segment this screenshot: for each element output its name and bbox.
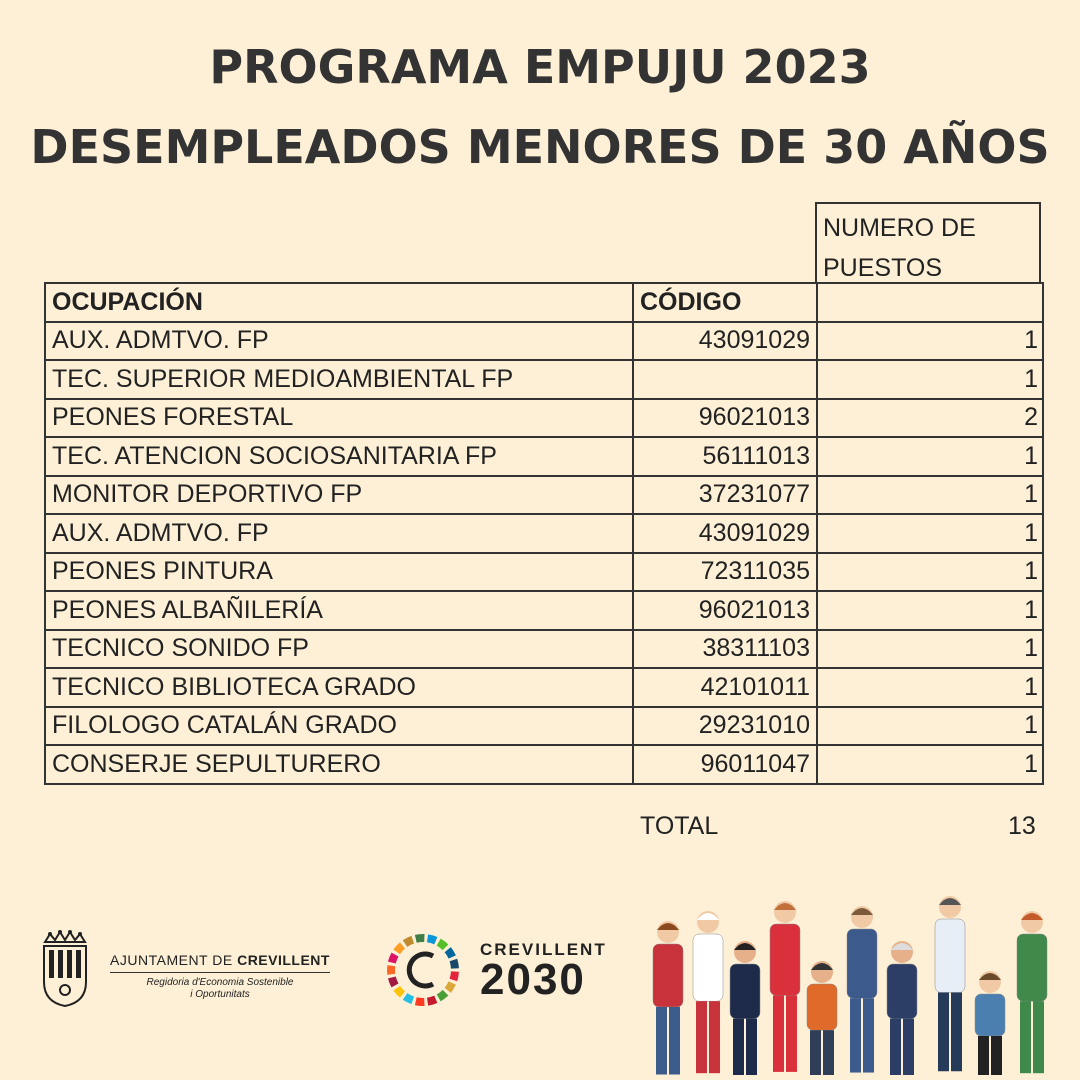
puestos-header-line2: PUESTOS	[823, 254, 943, 282]
code-cell	[633, 360, 817, 399]
column-header-count	[817, 283, 1043, 322]
table-row	[45, 745, 1043, 784]
page-title: PROGRAMA EMPUJU 2023	[209, 40, 871, 94]
ring-segment	[450, 959, 459, 969]
table-row	[45, 322, 1043, 361]
worker-figure	[770, 901, 800, 1072]
total-value: 13	[1008, 812, 1036, 840]
table-row	[45, 360, 1043, 399]
code-cell: 96021013	[633, 399, 817, 438]
count-cell: 1	[817, 668, 1043, 707]
worker-figure	[887, 941, 917, 1075]
ajuntament-name: AJUNTAMENT DE CREVILLENT	[110, 952, 330, 973]
page-subtitle: DESEMPLEADOS MENORES DE 30 AÑOS	[30, 120, 1050, 174]
count-cell: 1	[817, 591, 1043, 630]
regidoria-line2: i Oportunitats	[190, 989, 250, 1000]
ring-segment	[388, 977, 398, 988]
table-row	[45, 630, 1043, 669]
ring-segment	[437, 939, 449, 951]
ajuntament-logo-text	[110, 952, 330, 1001]
positions-table	[44, 282, 1044, 785]
worker-figure	[975, 971, 1005, 1075]
occupation-cell: TECNICO BIBLIOTECA GRADO	[45, 668, 633, 707]
table-row	[45, 553, 1043, 592]
worker-figure	[847, 906, 877, 1073]
puestos-header-line1: NUMERO DE	[823, 214, 976, 242]
worker-figure	[807, 961, 837, 1075]
total-label: TOTAL	[640, 812, 719, 840]
occupation-cell: MONITOR DEPORTIVO FP	[45, 476, 633, 515]
worker-figure	[730, 941, 760, 1075]
worker-figure	[1017, 911, 1047, 1073]
code-cell: 72311035	[633, 553, 817, 592]
ring-segment	[403, 936, 414, 947]
ajuntament-crest-icon	[40, 930, 90, 1010]
code-cell: 56111013	[633, 437, 817, 476]
ring-segment	[427, 996, 437, 1006]
ring-segment	[450, 971, 459, 981]
count-cell: 1	[817, 360, 1043, 399]
occupation-cell: TEC. ATENCION SOCIOSANITARIA FP	[45, 437, 633, 476]
table-row	[45, 591, 1043, 630]
table-row	[45, 514, 1043, 553]
worker-figure	[653, 921, 683, 1075]
count-cell: 1	[817, 630, 1043, 669]
occupation-cell: PEONES FORESTAL	[45, 399, 633, 438]
ring-segment	[427, 934, 437, 944]
occupation-cell: TECNICO SONIDO FP	[45, 630, 633, 669]
table-row	[45, 437, 1043, 476]
table-row	[45, 668, 1043, 707]
code-cell: 43091029	[633, 514, 817, 553]
occupation-cell: TEC. SUPERIOR MEDIOAMBIENTAL FP	[45, 360, 633, 399]
regidoria-line1: Regidoria d'Economia Sostenible	[146, 977, 294, 988]
table-row	[45, 476, 1043, 515]
count-cell: 1	[817, 553, 1043, 592]
worker-figure	[935, 896, 965, 1071]
crevillent-2030-label: CREVILLENT	[480, 940, 607, 959]
count-cell: 1	[817, 745, 1043, 784]
code-cell: 38311103	[633, 630, 817, 669]
count-cell: 1	[817, 514, 1043, 553]
ring-segment	[393, 942, 405, 954]
code-cell: 29231010	[633, 707, 817, 746]
column-header-code: CÓDIGO	[633, 283, 817, 322]
puestos-header	[815, 202, 1041, 282]
occupation-cell: PEONES ALBAÑILERÍA	[45, 591, 633, 630]
ring-segment	[437, 990, 449, 1002]
count-cell: 1	[817, 322, 1043, 361]
ring-segment	[393, 986, 405, 998]
count-cell: 1	[817, 476, 1043, 515]
code-cell: 96021013	[633, 591, 817, 630]
worker-figure	[693, 911, 723, 1073]
ring-segment	[415, 934, 425, 943]
column-header-occupation: OCUPACIÓN	[45, 283, 633, 322]
occupation-cell: CONSERJE SEPULTURERO	[45, 745, 633, 784]
count-cell: 1	[817, 437, 1043, 476]
ring-segment	[403, 993, 414, 1004]
ring-segment	[445, 981, 456, 992]
table-header-row	[45, 283, 1043, 322]
count-cell: 1	[817, 707, 1043, 746]
occupation-cell: AUX. ADMTVO. FP	[45, 322, 633, 361]
crevillent-2030-ring-icon	[383, 930, 463, 1010]
occupation-cell: PEONES PINTURA	[45, 553, 633, 592]
ring-segment	[445, 947, 456, 958]
ring-segment	[415, 997, 425, 1006]
ring-segment	[388, 953, 398, 964]
workers-illustration	[640, 875, 1070, 1075]
occupation-cell: AUX. ADMTVO. FP	[45, 514, 633, 553]
count-cell: 2	[817, 399, 1043, 438]
table-row	[45, 707, 1043, 746]
ring-segment	[387, 965, 395, 975]
crevillent-2030-year: 2030	[480, 955, 586, 1004]
occupation-cell: FILOLOGO CATALÁN GRADO	[45, 707, 633, 746]
code-cell: 37231077	[633, 476, 817, 515]
code-cell: 43091029	[633, 322, 817, 361]
code-cell: 42101011	[633, 668, 817, 707]
code-cell: 96011047	[633, 745, 817, 784]
table-row	[45, 399, 1043, 438]
